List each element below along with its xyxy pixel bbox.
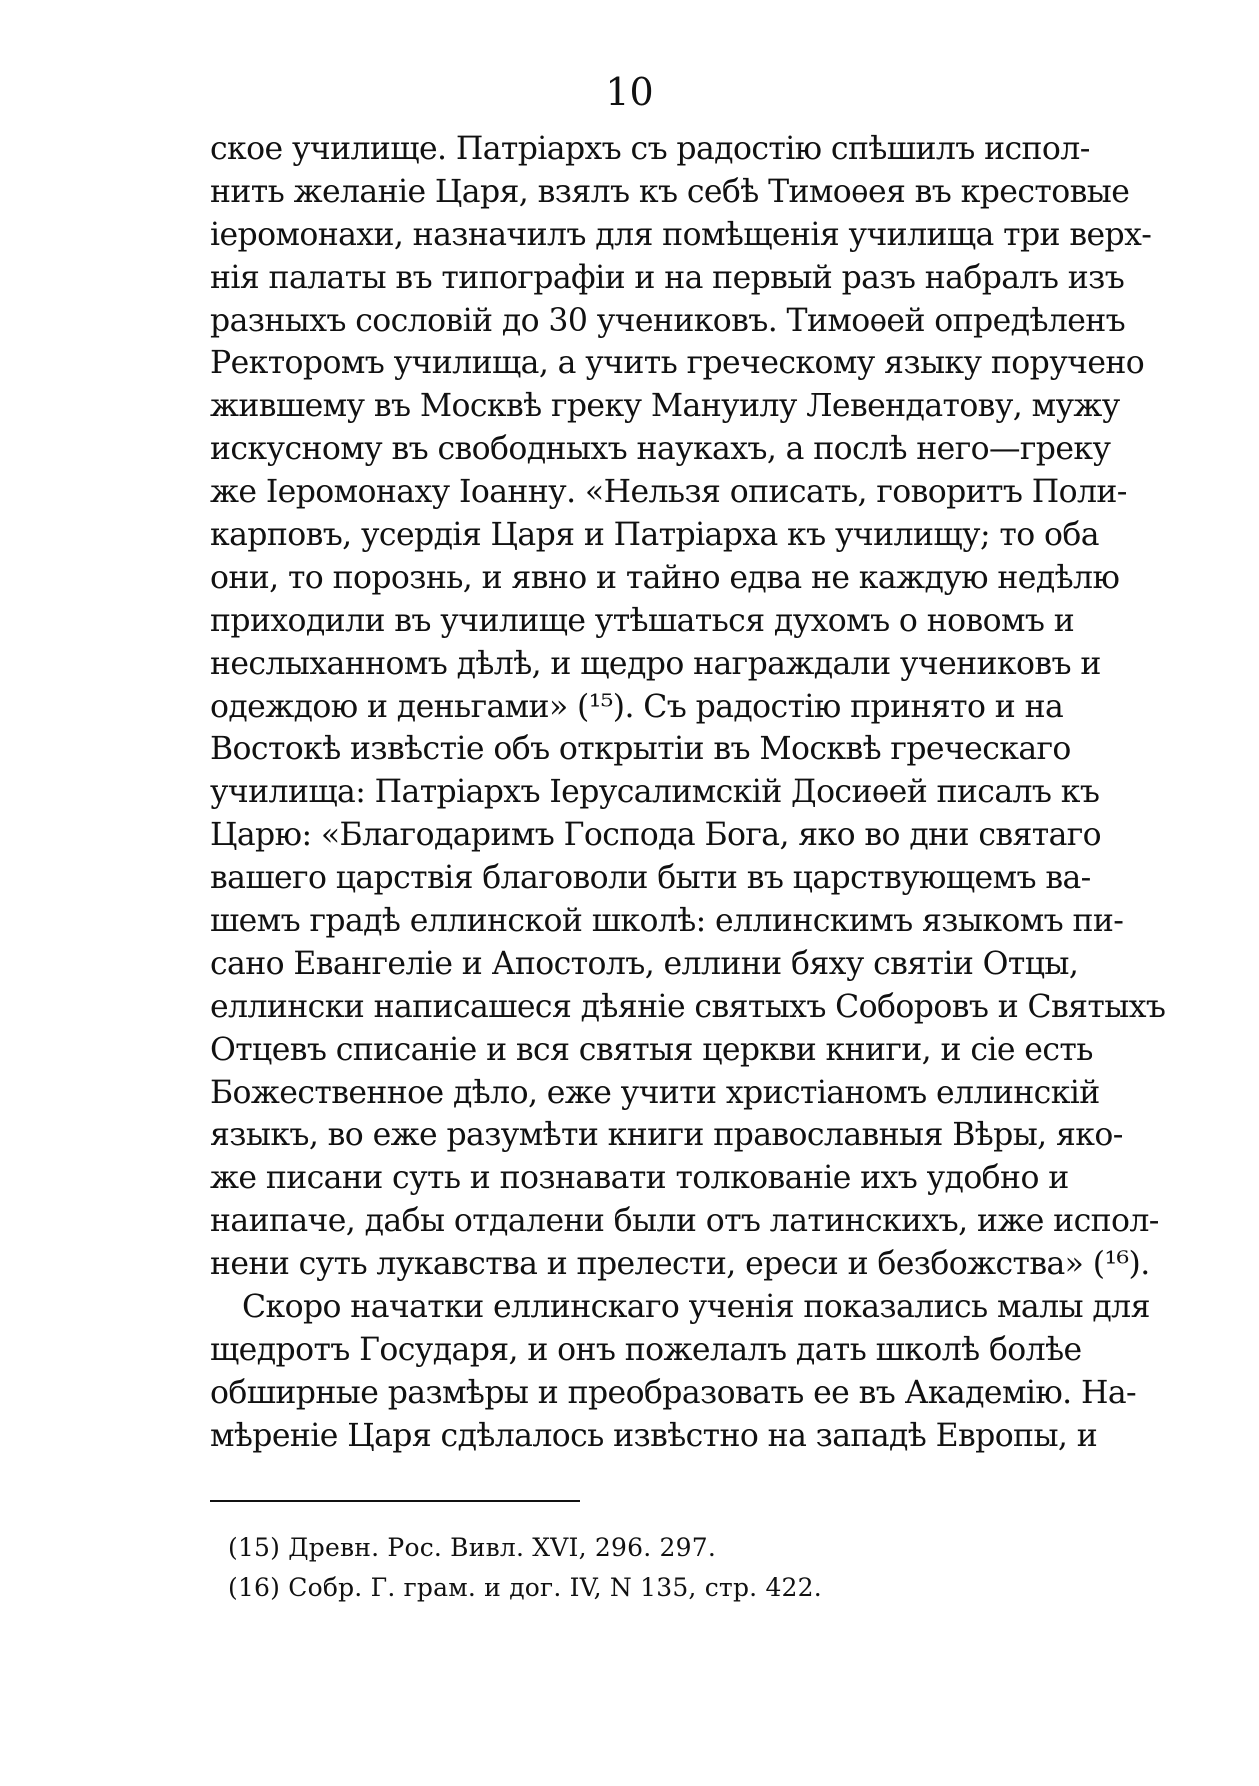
- text-line: ское училище. Патріархъ съ радостію спѣшилъ испол-: [210, 131, 1090, 167]
- text-line: мѣреніе Царя сдѣлалось извѣстно на западѣ Европы, и: [210, 1417, 1098, 1454]
- footnote-16: (16) Собр. Г. грам. и дог. IV, N 135, стр. 422.: [228, 1573, 822, 1602]
- text-line: Скоро начатки еллинскаго ученія показались малы для: [242, 1289, 1150, 1326]
- text-line: разныхъ сословій до 30 учениковъ. Тимоѳей опредѣленъ: [210, 302, 1126, 339]
- text-line: іеромонахи, назначилъ для помѣщенія училища три верх-: [210, 216, 1152, 253]
- text-line: сано Евангеліе и Апостолъ, еллини бяху святіи Отцы,: [210, 945, 1079, 982]
- text-line: училища: Патріархъ Іерусалимскій Досиѳей писалъ къ: [210, 774, 1100, 811]
- footnote-15: (15) Древн. Рос. Вивл. XVI, 296. 297.: [228, 1533, 716, 1562]
- text-line: искусному въ свободныхъ наукахъ, а послѣ него—греку: [210, 431, 1111, 468]
- text-line: они, то порознь, и явно и тайно едва не каждую недѣлю: [210, 559, 1120, 596]
- text-line: одеждою и деньгами» (¹⁵). Съ радостію принято и на: [210, 688, 1064, 725]
- text-line: Божественное дѣло, еже учити христіаномъ еллинскій: [210, 1074, 1100, 1111]
- text-line: шемъ градѣ еллинской школѣ: еллинскимъ языкомъ пи-: [210, 903, 1124, 940]
- text-line: неслыханномъ дѣлѣ, и щедро награждали учениковъ и: [210, 645, 1101, 682]
- text-line: вашего царствія благоволи быти въ царствующемъ ва-: [210, 860, 1091, 897]
- text-line: обширные размѣры и преобразовать ее въ Академію. На-: [210, 1374, 1137, 1411]
- text-line: щедротъ Государя, и онъ пожелалъ дать школѣ болѣе: [210, 1331, 1082, 1368]
- text-line: Востокѣ извѣстіе объ открытіи въ Москвѣ греческаго: [210, 731, 1071, 768]
- text-line: жившему въ Москвѣ греку Мануилу Левендатову, мужу: [210, 388, 1120, 425]
- text-line: Ректоромъ училища, а учить греческому языку поручено: [210, 345, 1145, 382]
- footnotes: [228, 1528, 822, 1608]
- text-line: карповъ, усердія Царя и Патріарха къ училищу; то оба: [210, 517, 1099, 554]
- text-line: языкъ, во еже разумѣти книги православныя Вѣры, яко-: [210, 1117, 1123, 1154]
- text-line: Отцевъ списаніе и вся святыя церкви книги, и сіе есть: [210, 1031, 1093, 1068]
- text-line: же писани суть и познавати толкованіе ихъ удобно и: [210, 1160, 1069, 1197]
- text-line: же Іеромонаху Іоанну. «Нельзя описать, говоритъ Поли-: [210, 474, 1127, 511]
- text-line: приходили въ училище утѣшаться духомъ о новомъ и: [210, 602, 1075, 639]
- text-line: наипаче, дабы отдалени были отъ латинскихъ, иже испол-: [210, 1203, 1159, 1240]
- text-line: еллински написашеся дѣяніе святыхъ Соборовъ и Святыхъ: [210, 988, 1166, 1025]
- page-number: 10: [605, 70, 654, 114]
- body-text: [210, 128, 1166, 1458]
- text-line: Царю: «Благодаримъ Господа Бога, яко во дни святаго: [210, 817, 1102, 854]
- footnote-rule: [210, 1500, 580, 1502]
- text-line: нени суть лукавства и прелести, ереси и безбожства» (¹⁶).: [210, 1246, 1150, 1283]
- text-line: нить желаніе Царя, взялъ къ себѣ Тимоѳея въ крестовые: [210, 173, 1130, 210]
- text-line: нія палаты въ типографіи и на первый разъ набралъ изъ: [210, 259, 1125, 296]
